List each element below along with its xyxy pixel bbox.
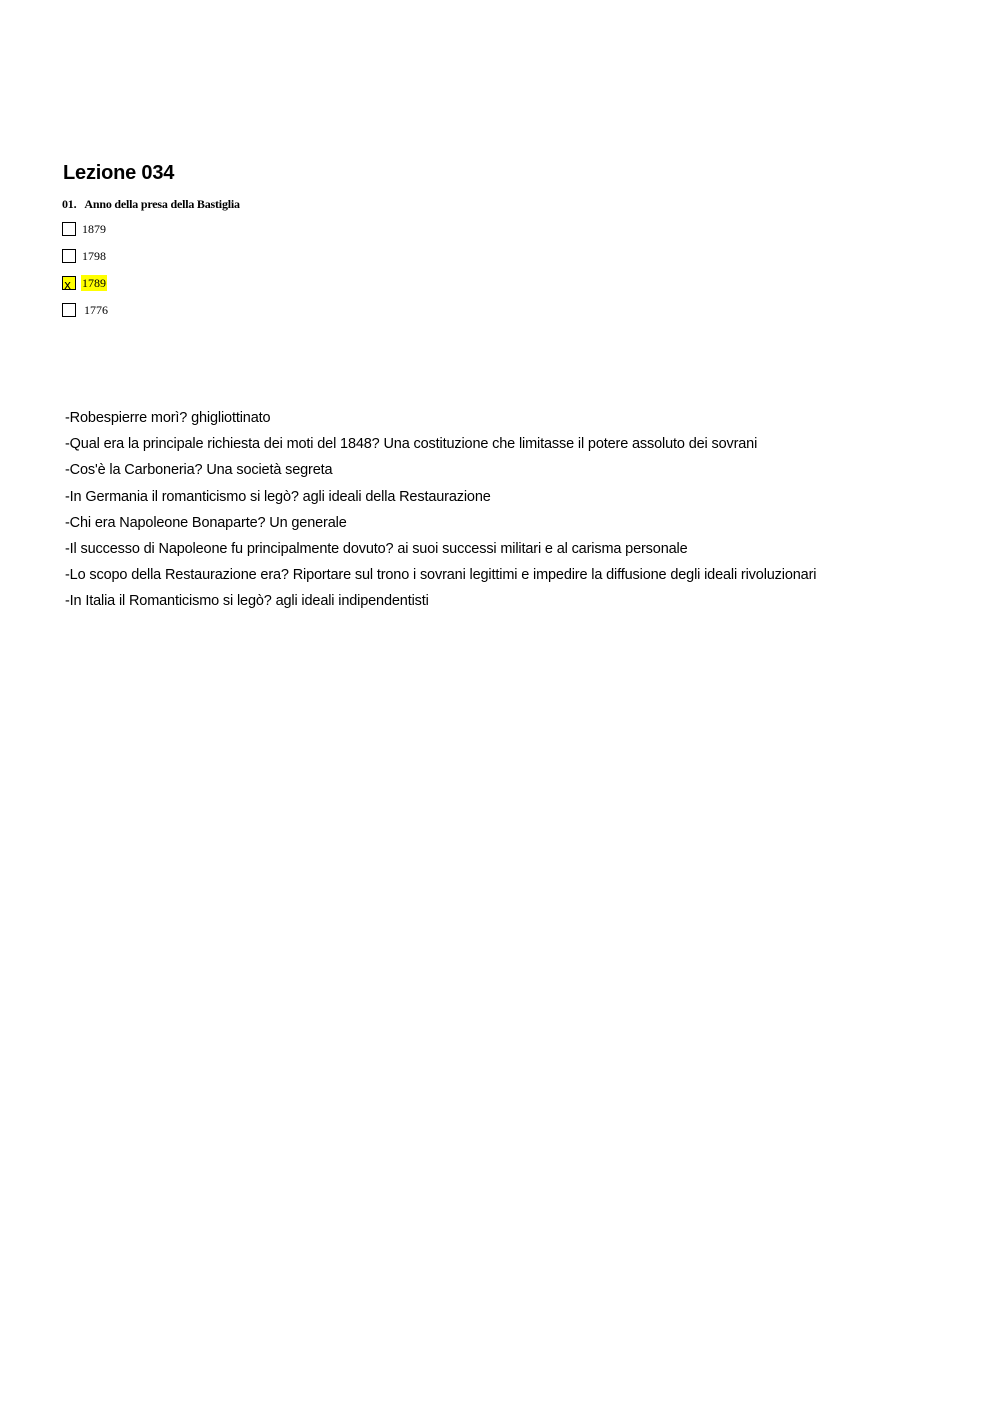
question-number: 01. xyxy=(62,197,77,211)
answer-option-label: 1879 xyxy=(82,222,106,236)
answer-option-label: 1789 xyxy=(82,276,106,290)
lesson-title: Lezione 034 xyxy=(63,162,175,184)
note-line: -Robespierre morì? ghigliottinato xyxy=(65,410,271,426)
answer-option[interactable] xyxy=(62,302,109,329)
notes-list xyxy=(65,405,965,615)
checkbox-icon[interactable] xyxy=(62,249,76,263)
checkbox-icon[interactable] xyxy=(62,222,76,236)
answer-option-label: 1776 xyxy=(84,303,108,317)
note-line: -Lo scopo della Restaurazione era? Riportare sul trono i sovrani legittimi e impedire la diffusione degli ideali rivoluzionari xyxy=(65,567,817,584)
note-line: -Cos'è la Carboneria? Una società segreta xyxy=(65,462,333,479)
question-heading xyxy=(62,196,240,212)
answer-option-selected[interactable] xyxy=(62,275,109,302)
checked-checkbox-icon[interactable] xyxy=(62,276,76,290)
note-line: -Il successo di Napoleone fu principalmente dovuto? ai suoi successi militari e al carisma personale xyxy=(65,541,688,558)
question-text: Anno della presa della Bastiglia xyxy=(84,197,240,211)
answer-option-label: 1798 xyxy=(82,249,106,263)
note-line: -In Italia il Romanticismo si legò? agli ideali indipendentisti xyxy=(65,593,429,610)
note-line: -In Germania il romanticismo si legò? agli ideali della Restaurazione xyxy=(65,488,491,505)
checkbox-icon[interactable] xyxy=(62,303,76,317)
answer-option[interactable] xyxy=(62,221,109,248)
answer-options xyxy=(62,221,109,329)
note-line: -Chi era Napoleone Bonaparte? Un generale xyxy=(65,514,347,531)
answer-option[interactable] xyxy=(62,248,109,275)
x-mark-icon: x xyxy=(64,278,72,292)
note-line: -Qual era la principale richiesta dei moti del 1848? Una costituzione che limitasse il potere assoluto dei sovrani xyxy=(65,436,758,453)
